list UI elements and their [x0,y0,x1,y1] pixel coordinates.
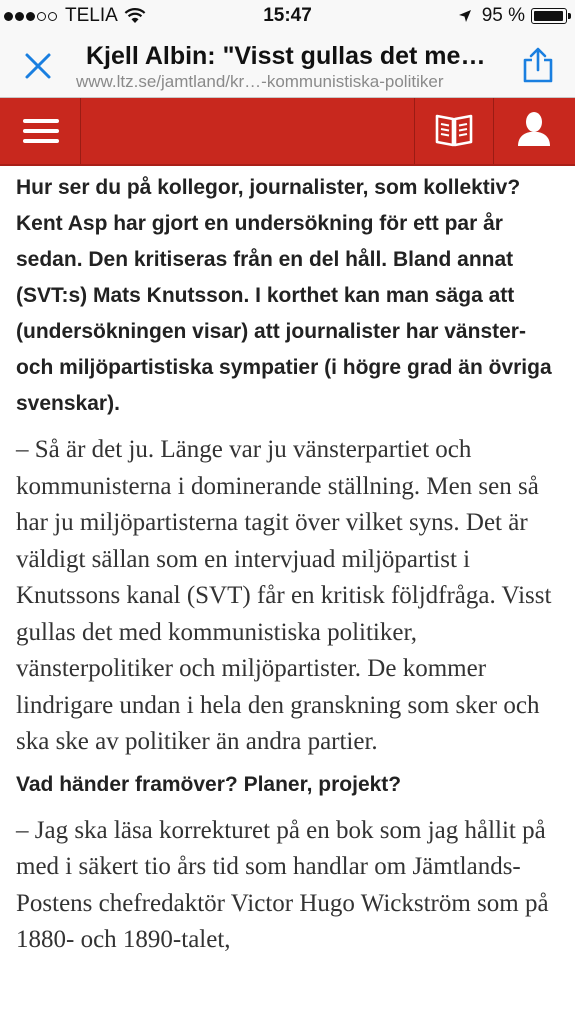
close-icon[interactable] [22,50,54,82]
hamburger-menu-icon[interactable] [0,98,80,164]
status-bar [0,0,575,32]
share-icon[interactable] [521,46,555,84]
interview-answer: – Så är det ju. Länge var ju vänsterpartiet och kommunisterna i dominerande ställning. Men sen så har ju miljöpartisterna tagit över vilket syns. Det är väldigt sällan som en intervjuad miljöpartist i Knutssons kanal (SVT) får en kritisk följdfråga. Visst gullas det med kommunistiska politiker, vänsterpolitiker och miljöpartister. De kommer lindrigare undan i hela den granskning som sker och ska ske av politiker än andra partier. [16,436,552,755]
site-toolbar [0,98,575,166]
article-body [16,166,561,959]
open-book-icon[interactable] [415,98,493,164]
browser-navbar [0,32,575,98]
interview-answer: – Jag ska läsa korrekturet på en bok som jag hållit på med i säkert tio års tid som handlar om Jämtlands-Postens chefredaktör Victor Hugo Wickström som på 1880- och 1890-talet, [16,816,549,953]
page-url[interactable]: www.ltz.se/jamtland/kr…-kommunistiska-politiker [76,72,444,91]
user-icon[interactable] [494,98,575,164]
battery-percent: 95 % [481,5,525,26]
interview-question: Vad händer framöver? Planer, projekt? [16,772,402,796]
status-right [458,5,567,27]
battery-icon [531,8,567,24]
carrier-name: TELIA [65,5,118,26]
interview-question: Hur ser du på kollegor, journalister, som kollektiv? Kent Asp har gjort en undersökning för ett par år sedan. Den kritiseras från en del håll. Bland annat (SVT:s) Mats Knutsson. I korthet kan man säga att (undersökningen visar) att journalister har vänster- och miljöpartistiska sympatier (i högre grad än övriga svenskar). [16,176,552,415]
page-title: Kjell Albin: "Visst gullas det me… [86,42,486,70]
status-time: 15:47 [263,5,312,26]
location-arrow-icon [458,9,472,23]
